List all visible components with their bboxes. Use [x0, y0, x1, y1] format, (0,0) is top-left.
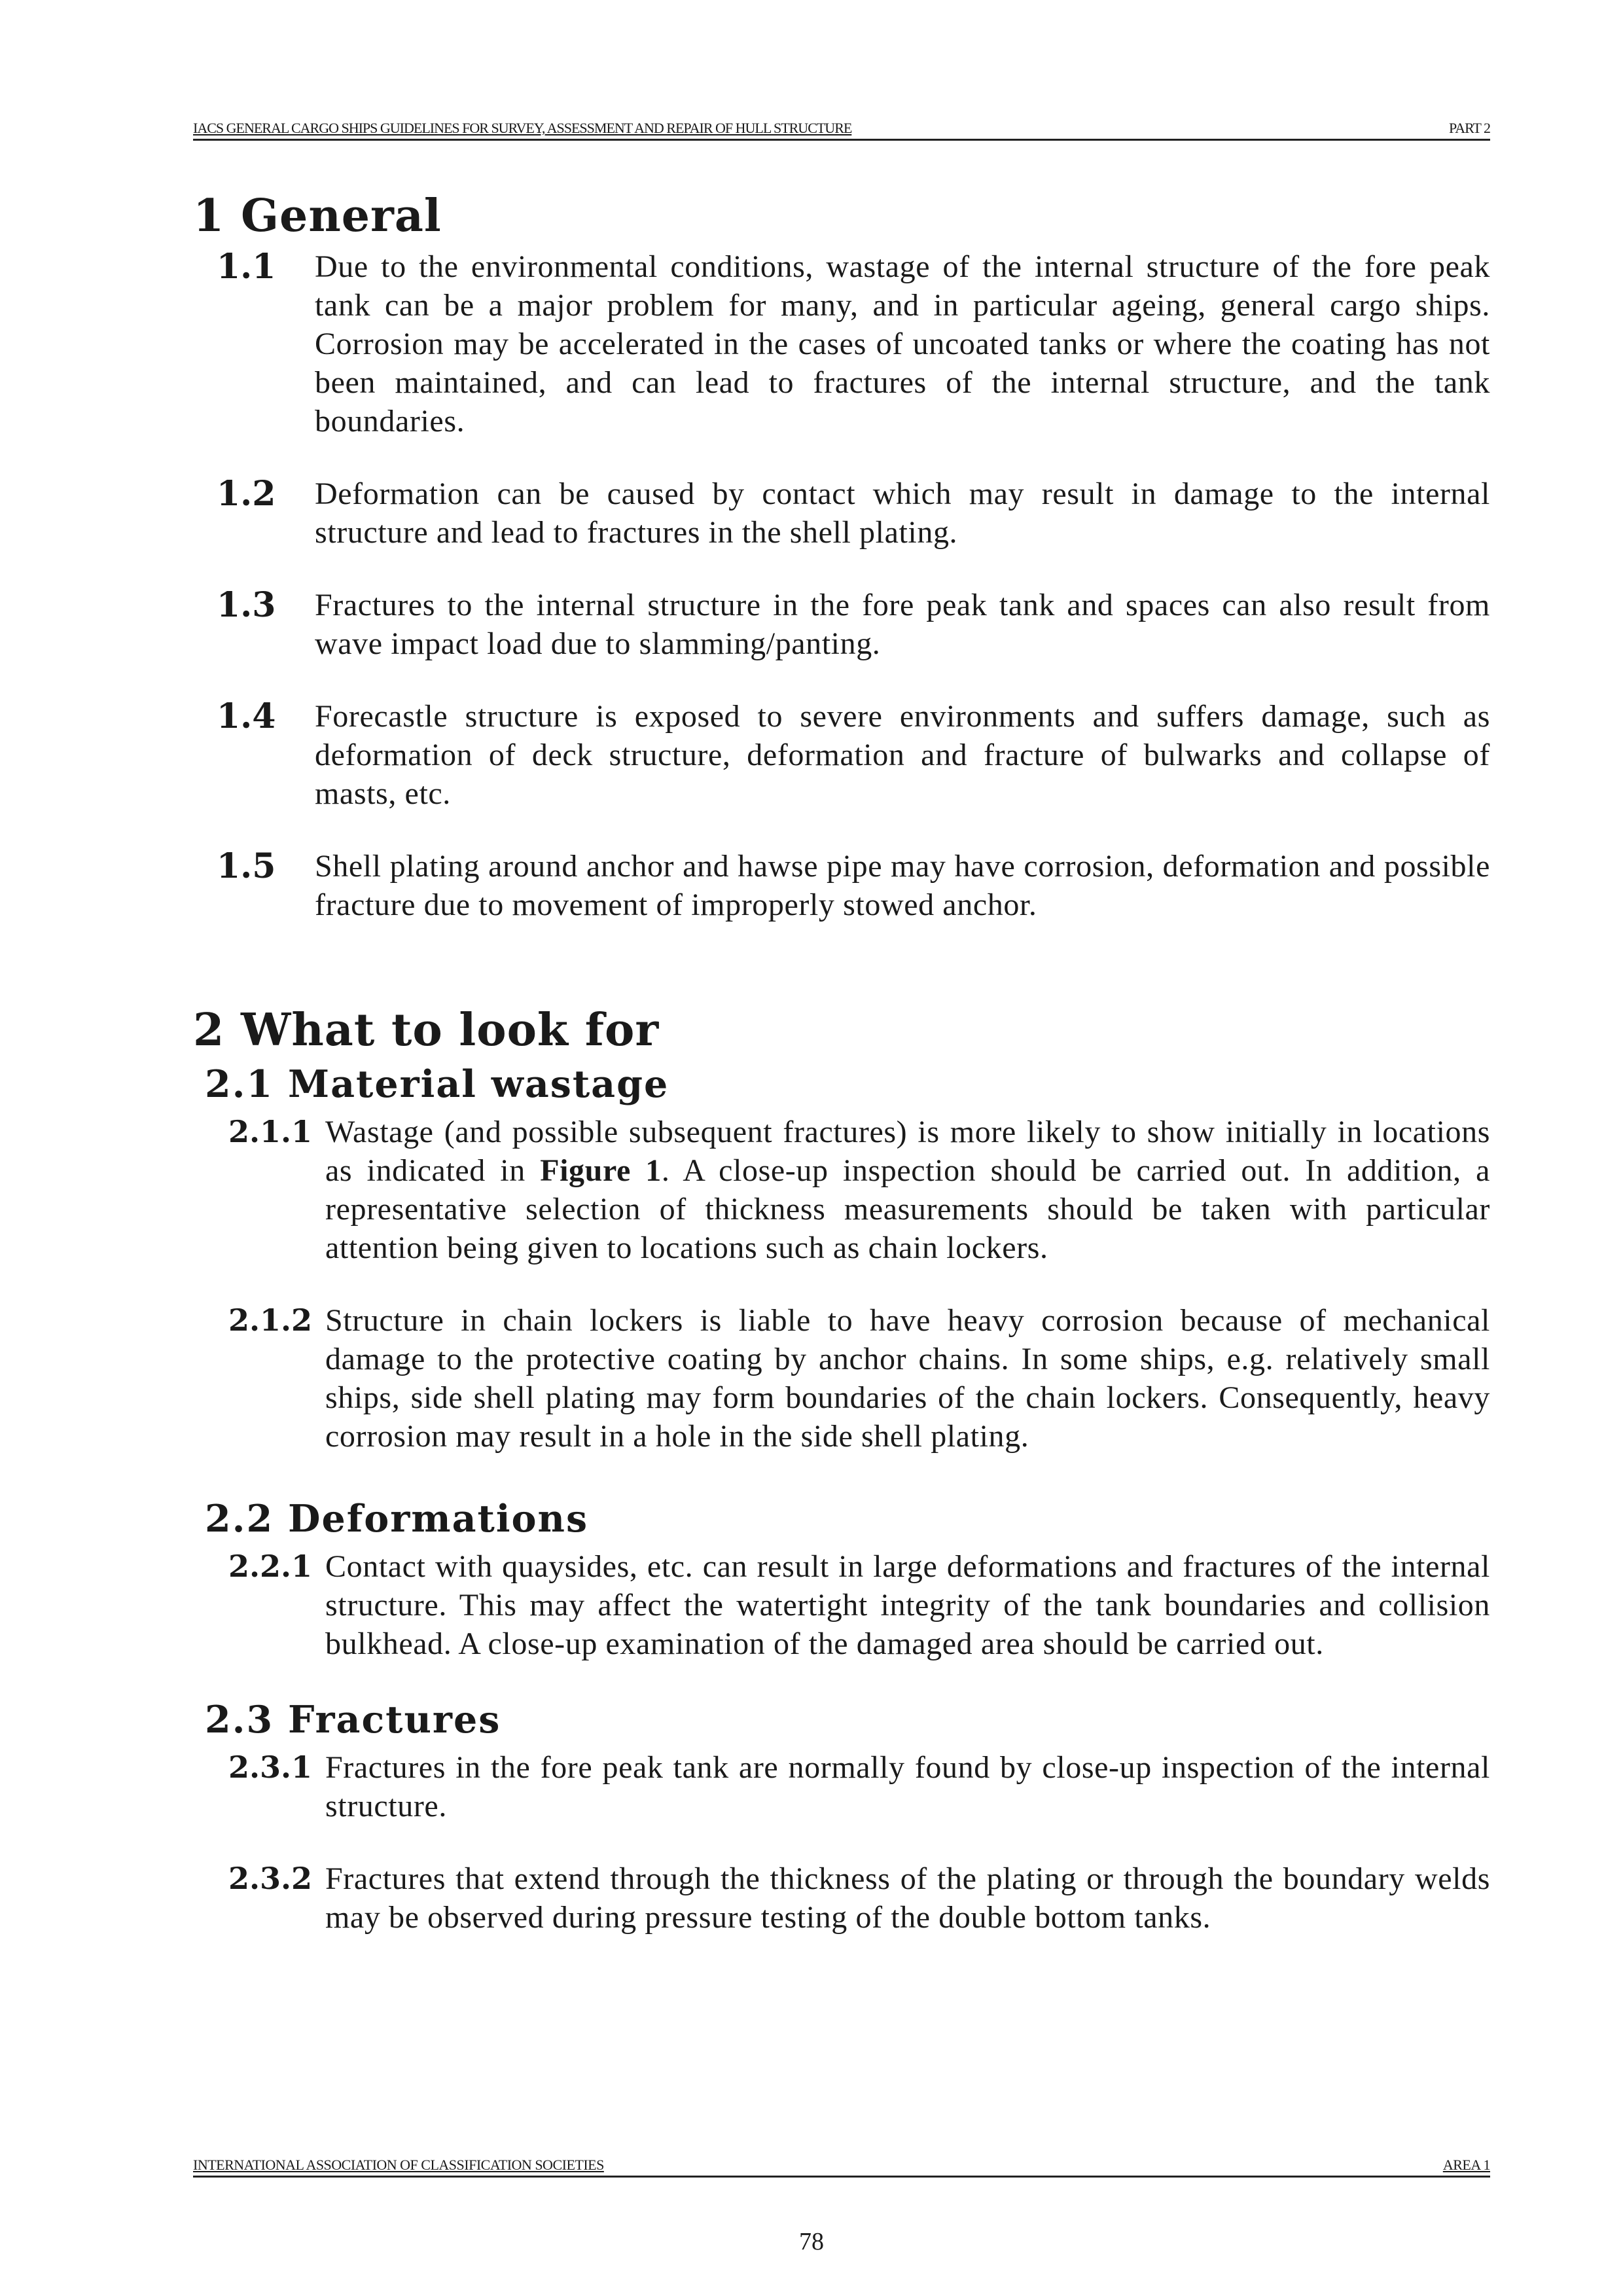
- paragraph-text: Structure in chain lockers is liable to have heavy corrosion because of mechanical damage to the protective coating by anchor chains. In some ships, e.g. relatively small ships, side shell plating may form boundaries of the chain lockers. Consequently, heavy corrosion may result in a hole in the side shell plating.: [325, 1303, 1490, 1454]
- paragraph-number: 1.2: [217, 474, 276, 514]
- paragraph-2-1-1: [193, 1113, 1490, 1267]
- paragraph-1-5: [193, 847, 1490, 924]
- paragraph-text: Fractures that extend through the thickness of the plating or through the boundary welds may be observed during pressure testing of the double bottom tanks.: [325, 1861, 1490, 1935]
- paragraph-2-3-2: [193, 1859, 1490, 1937]
- paragraph-number: 1.4: [217, 696, 276, 736]
- paragraph-1-2: [193, 475, 1490, 552]
- figure-reference: Figure 1: [540, 1153, 662, 1188]
- paragraph-1-1: [193, 247, 1490, 440]
- paragraph-number: 2.3.1: [228, 1749, 313, 1785]
- paragraph-number: 2.3.2: [228, 1861, 313, 1896]
- paragraph-text: Shell plating around anchor and hawse pipe may have corrosion, deformation and possible fracture due to movement of improperly stowed anchor.: [315, 849, 1490, 922]
- header-part: PART 2: [1449, 120, 1490, 136]
- paragraph-1-3: [193, 586, 1490, 663]
- paragraph-2-3-1: [193, 1748, 1490, 1825]
- paragraph-text: Contact with quaysides, etc. can result in large deformations and fractures of the internal structure. This may affect the watertight integrity of the tank boundaries and collision bulkhead. A close-up examination of the damaged area should be carried out.: [325, 1549, 1490, 1661]
- paragraph-2-2-1: [193, 1547, 1490, 1663]
- paragraph-number: 2.2.1: [228, 1549, 313, 1584]
- running-header: [193, 117, 1490, 141]
- running-footer: [193, 2153, 1490, 2178]
- subsection-heading-material-wastage: 2.1 Material wastage: [205, 1062, 669, 1106]
- paragraph-number: 1.3: [217, 585, 276, 625]
- header-title: IACS GENERAL CARGO SHIPS GUIDELINES FOR SURVEY, ASSESSMENT AND REPAIR OF HULL STRUCTURE: [193, 120, 852, 136]
- page-number: 78: [799, 2228, 824, 2255]
- paragraph-1-4: [193, 697, 1490, 813]
- section-heading-what-to-look-for: 2 What to look for: [193, 1004, 660, 1056]
- paragraph-number: 2.1.1: [228, 1114, 313, 1149]
- paragraph-text: Fractures in the fore peak tank are normally found by close-up inspection of the internal structure.: [325, 1750, 1490, 1823]
- document-body: [193, 190, 1490, 1971]
- paragraph-text: Deformation can be caused by contact which may result in damage to the internal structure and lead to fractures in the shell plating.: [315, 476, 1490, 550]
- section-heading-general: 1 General: [193, 190, 442, 242]
- text-segment: . A close-up inspection should be carried out. In addition, a representative selection of thickness measurements should be taken with particular attention being given to locations such as chain lockers.: [325, 1153, 1490, 1265]
- subsection-heading-deformations: 2.2 Deformations: [205, 1497, 589, 1541]
- paragraph-number: 2.1.2: [228, 1302, 313, 1338]
- paragraph-2-1-2: [193, 1301, 1490, 1456]
- paragraph-number: 1.5: [217, 846, 276, 886]
- text-segment: Wastage (and possible subsequent fractures) is more likely to show initially in locations as indicated in: [325, 1115, 1490, 1188]
- paragraph-number: 1.1: [217, 247, 276, 287]
- paragraph-text: Forecastle structure is exposed to severe environments and suffers damage, such as deformation of deck structure, deformation and fracture of bulwarks and collapse of masts, etc.: [315, 699, 1490, 811]
- paragraph-text: [325, 1113, 1490, 1267]
- paragraph-text: Fractures to the internal structure in the fore peak tank and spaces can also result from wave impact load due to slamming/panting.: [315, 588, 1490, 661]
- footer-area: AREA 1: [1442, 2157, 1490, 2173]
- subsection-heading-fractures: 2.3 Fractures: [205, 1698, 501, 1742]
- paragraph-text: Due to the environmental conditions, wastage of the internal structure of the fore peak tank can be a major problem for many, and in particular ageing, general cargo ships. Corrosion may be accelerated in the cases of uncoated tanks or where the coating has not been maintained, and can lead to fractures of the internal structure, and the tank boundaries.: [315, 249, 1490, 439]
- footer-organization: INTERNATIONAL ASSOCIATION OF CLASSIFICATION SOCIETIES: [193, 2157, 604, 2173]
